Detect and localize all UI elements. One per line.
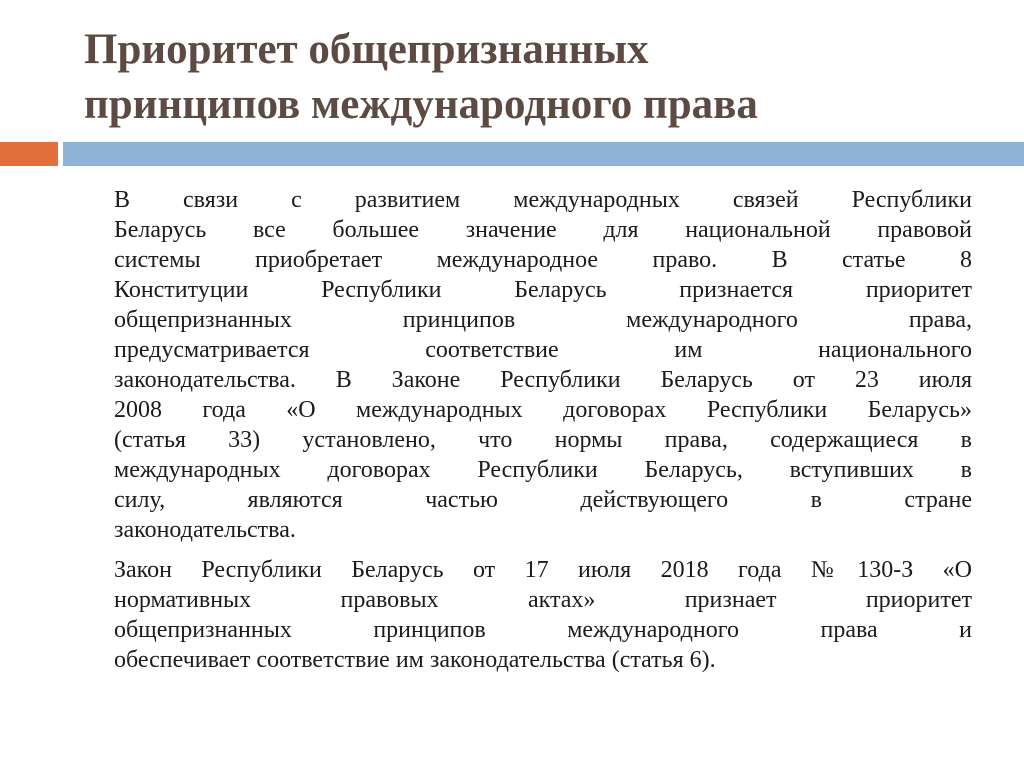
paragraph-2-line: обеспечивает соответствие им законодательства (статья 6). <box>114 647 716 673</box>
paragraph-1-line: (статья 33) установлено, что нормы права, содержащиеся в <box>114 427 972 453</box>
paragraph-1-line: В связи с развитием международных связей Республики <box>114 187 972 213</box>
paragraph-1-line: Беларусь все большее значение для национальной правовой <box>114 217 972 243</box>
slide-title-line-1: Приоритет общепризнанных <box>84 26 649 73</box>
slide-title <box>84 22 1004 132</box>
paragraph-1-line: 2008 года «О международных договорах Республики Беларусь» <box>114 397 972 423</box>
paragraph-1-line: предусматривается соответствие им национального <box>114 337 972 363</box>
paragraph-2 <box>114 555 972 675</box>
paragraph-1-line: Конституции Республики Беларусь признается приоритет <box>114 277 972 303</box>
slide-title-line-2: принципов международного права <box>84 81 758 128</box>
paragraph-1-line: системы приобретает международное право. В статье 8 <box>114 247 972 273</box>
paragraph-1-line: законодательства. В Законе Республики Беларусь от 23 июля <box>114 367 972 393</box>
paragraph-2-line: нормативных правовых актах» признает приоритет <box>114 587 972 613</box>
accent-bar-blue <box>63 142 1024 166</box>
accent-bar-orange <box>0 142 58 166</box>
paragraph-2-line: Закон Республики Беларусь от 17 июля 2018 года №130-З «О <box>114 557 972 583</box>
paragraph-1-line: общепризнанных принципов международного права, <box>114 307 972 333</box>
paragraph-2-line: общепризнанных принципов международного права и <box>114 617 972 643</box>
slide-body <box>114 185 972 685</box>
paragraph-1-line: международных договорах Республики Беларусь, вступивших в <box>114 457 972 483</box>
paragraph-1 <box>114 185 972 545</box>
paragraph-1-line: законодательства. <box>114 517 296 543</box>
paragraph-1-line: силу, являются частью действующего в стране <box>114 487 972 513</box>
